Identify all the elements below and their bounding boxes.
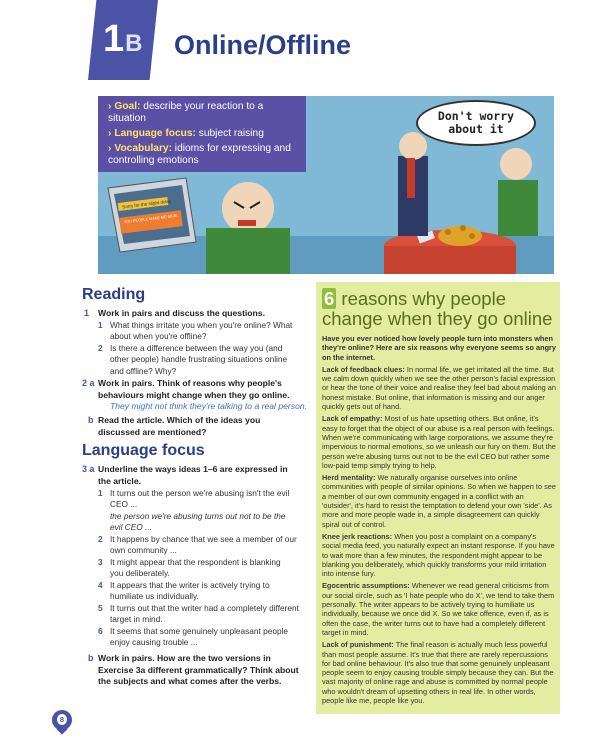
reading-heading: Reading: [82, 286, 146, 303]
article-body: [322, 334, 556, 708]
goal-item: › Vocabulary: idioms for expressing and controlling emotions: [108, 143, 291, 166]
question-text: Work in pairs. How are the two versions in Exercise 3a different grammatically? Think about the subjects and what comes after the verbs.: [98, 653, 299, 686]
speech-bubble: Don't worry about it: [416, 100, 536, 146]
language-focus-heading: Language focus: [82, 442, 205, 459]
item-text: It turns out that the writer had a completely different target in mind.: [110, 603, 299, 625]
item-text: It seems that some genuinely unpleasant people enjoy causing trouble ...: [110, 626, 289, 648]
question-number: b: [88, 653, 94, 663]
item-number: 4: [98, 580, 103, 590]
article-intro: Have you ever noticed how lovely people turn into monsters when they're online? Here are six reasons why everyone seems so angry on the internet.: [322, 334, 556, 362]
page-title: Online/Offline: [174, 30, 352, 60]
question-text: Work in pairs. Think of reasons why people's behaviours might change when they go online.: [98, 378, 290, 400]
article-paragraph: Lack of feedback clues: In normal life, we get irritated all the time. But we calm down quickly when we see the other person's facial expression or hear the tone of their voice and realise they feel bad about making an honest mistake. But online, that information is missing and our anger quickly gets out of hand.: [322, 364, 556, 412]
chevron-right-icon: ›: [108, 128, 112, 139]
item-number: 1: [98, 488, 103, 498]
item-number: 5: [98, 603, 103, 613]
goal-item: › Language focus: subject raising: [108, 128, 264, 139]
laptop-message-2: YOU PEOPLE MAKE ME SICK!: [123, 213, 178, 225]
article-paragraph: Herd mentality: We naturally organise ourselves into online communities with people of similar opinions. So when we happen to see a member of our own community engaged in a conflict with an 'outsider', it's hard to resist the temptation to defend your own 'side'. As more and more people wade in, a simple disagreement can quickly spiral out of control.: [322, 473, 556, 529]
chevron-right-icon: ›: [108, 143, 112, 154]
question-text: Work in pairs and discuss the questions.: [98, 308, 265, 318]
item-number: 3: [98, 557, 103, 567]
question-number: b: [88, 415, 94, 425]
unit-label: 1B: [103, 18, 142, 60]
question-text: Read the article. Which of the ideas you discussed are mentioned?: [98, 415, 261, 437]
article-paragraph: Lack of empathy: Most of us hate upsetting others. But online, it's easy to forget that the object of our abuse is a real person with feelings. When we're communicating with large corporations, we assume they're impervious to normal emotions, so we unleash our fury on them. But the person we're abusing turns out not to be the evil CEO but rather some low-paid temp simply trying to help.: [322, 414, 556, 470]
goal-item: › Goal: describe your reaction to a situation: [108, 101, 264, 124]
laptop-message-1: Sorry for the slight delay: [121, 198, 172, 210]
item-number: 2: [98, 534, 103, 544]
item-text: It appears that the writer is actively trying to humiliate us individually.: [110, 580, 270, 602]
question-text: Underline the ways ideas 1–6 are expressed in the article.: [98, 464, 288, 486]
question-number: 2 a: [82, 378, 95, 388]
subquestion-number: 2: [98, 343, 103, 353]
chevron-right-icon: ›: [108, 101, 112, 112]
page-number: 8: [57, 714, 67, 725]
item-number: 6: [98, 626, 103, 636]
item-text: It turns out the person we're abusing isn't the evil CEO ...: [110, 488, 290, 510]
example-answer: the person we're abusing turns out not to be the evil CEO ...: [110, 511, 286, 533]
item-text: It might appear that the respondent is blanking you deliberately.: [110, 557, 281, 579]
subquestion-text: Is there a difference between the way you (and other people) handle frustrating situations online and offline? Why?: [110, 343, 288, 376]
article-title: 6 reasons why people change when they go online: [322, 288, 553, 329]
example-answer: They might not think they're talking to a real person.: [110, 401, 308, 411]
article-paragraph: Knee jerk reactions: When you post a complaint on a company's social media feed, you naturally expect an instant response. If you have to wait more than a few minutes, the respondent might appear to be blanking you deliberately, which quickly transforms your mild irritation into intense fury.: [322, 531, 555, 579]
article-paragraph: Egocentric assumptions: Whenever we read general criticisms from our social circle, such as 'I hate people who do X', we tend to take them personally. The writer appears to be actively trying to humiliate us individually, because we once did X. So we take offence, even if, as is often the case, the writer turns out to have had a completely different target in mind.: [322, 581, 555, 637]
subquestion-text: What things irritate you when you're online? What about when you're offline?: [110, 320, 293, 342]
article-paragraph: Lack of punishment: The final reason is actually much less powerful than most people assume. It's true that there are rarely repercussions for bad online behaviour. It's also true that some genuinely unpleasant people seem to enjoy causing trouble simply because they can. But the vast majority of online rage and abuse is committed by normal people who wouldn't dream of upsetting others in real life. In other words, people like me, people like you.: [322, 640, 554, 705]
subquestion-number: 1: [98, 320, 103, 330]
question-number: 3 a: [82, 464, 95, 474]
question-number: 1: [84, 308, 90, 318]
item-text: It happens by chance that we see a member of our own community ...: [110, 534, 297, 556]
lesson-goals: [98, 96, 306, 172]
